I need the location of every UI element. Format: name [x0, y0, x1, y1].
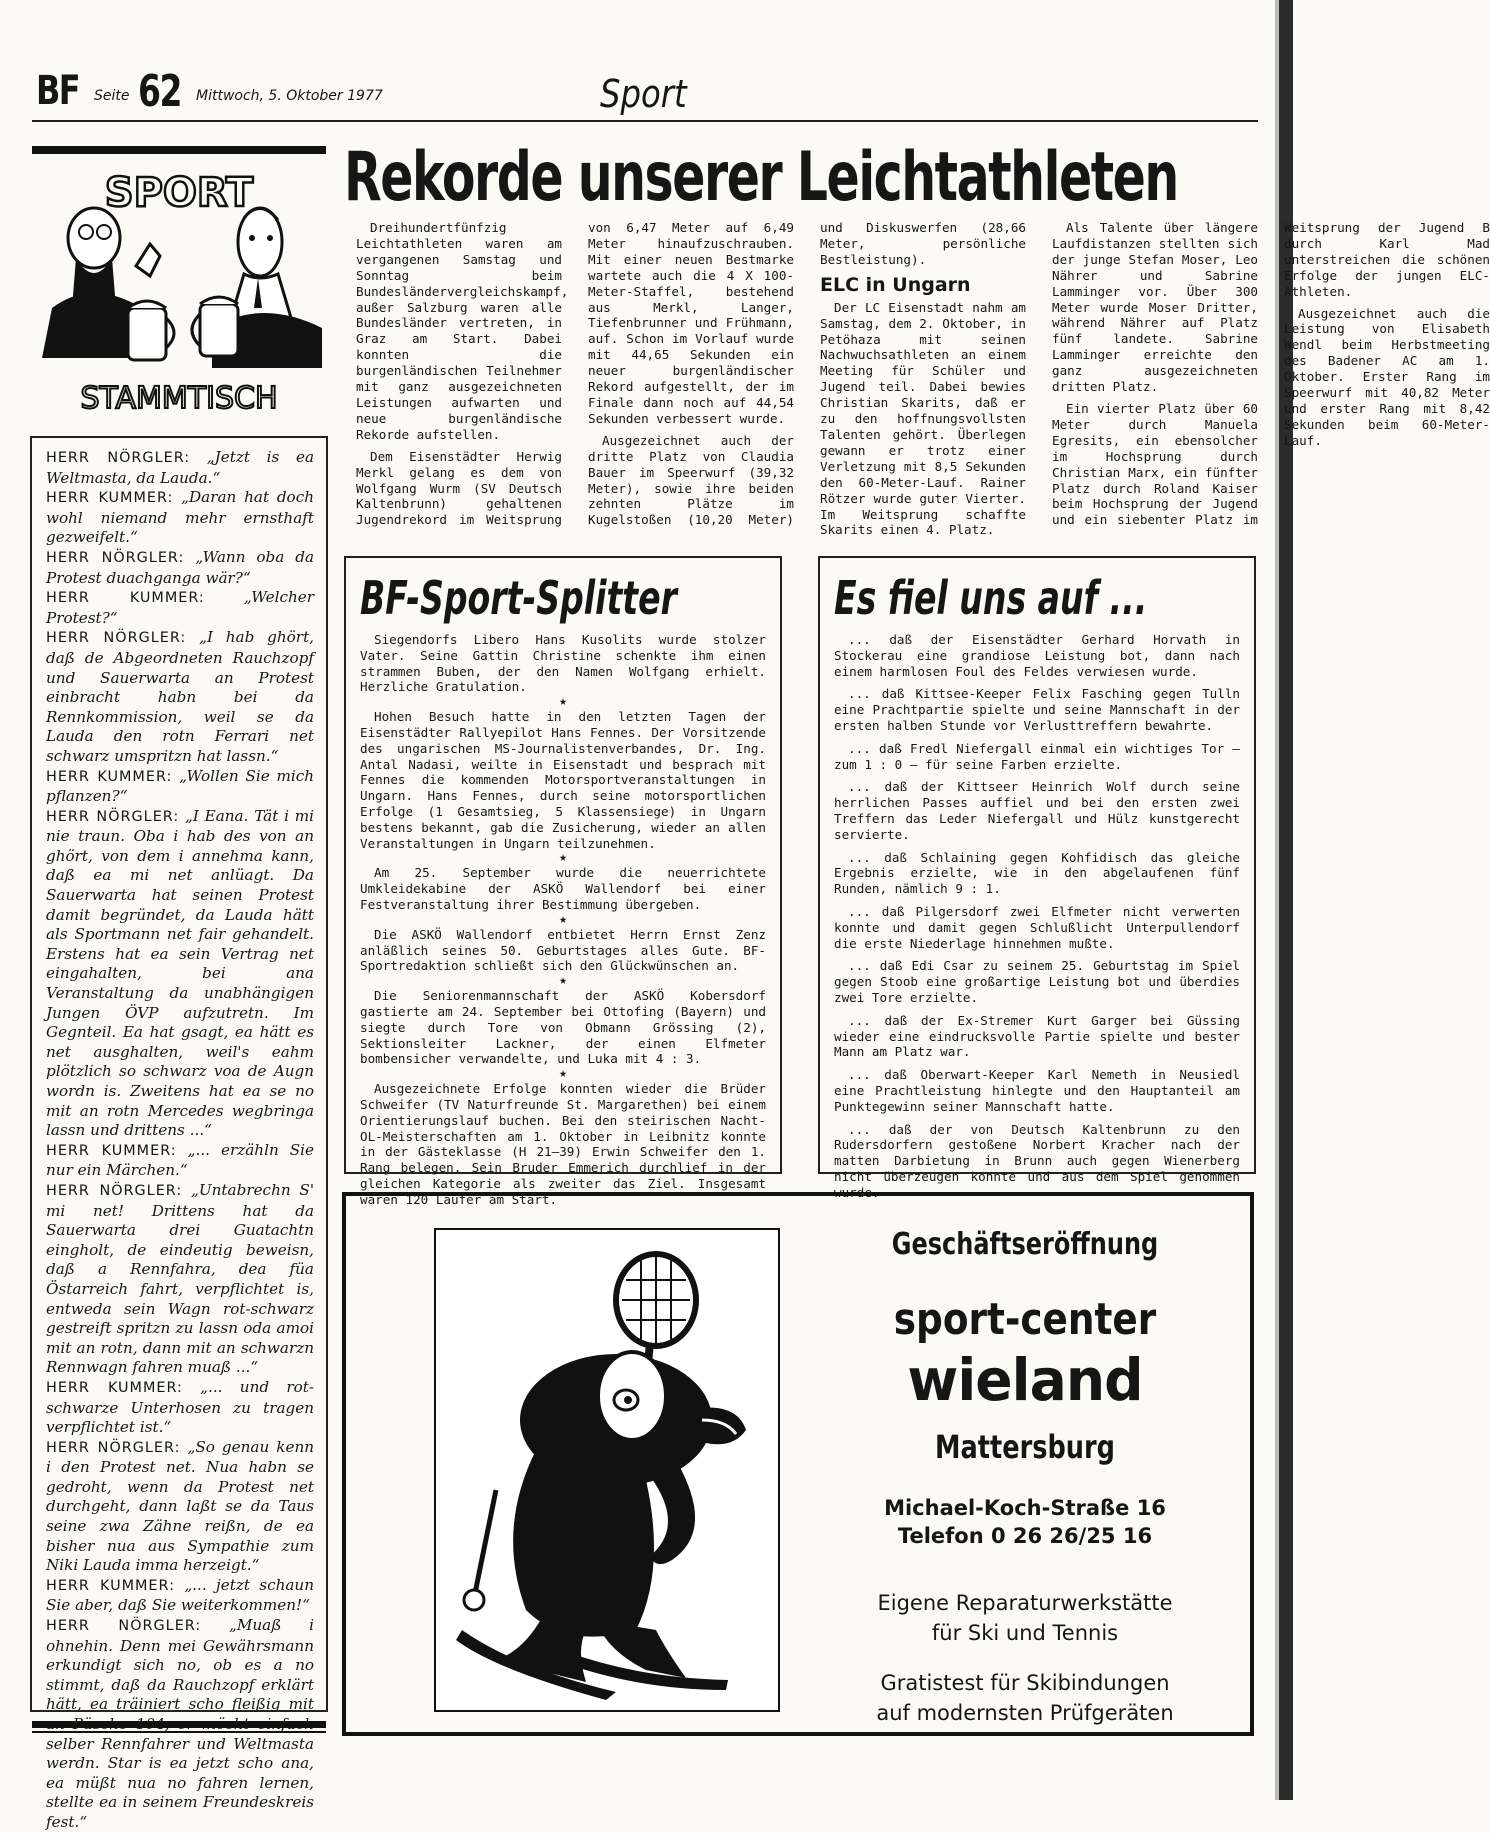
- auf-item: ... daß der Eisenstädter Gerhard Horvath in Stockerau eine grandiose Leistung bot, dann nach einem harmlosen Foul des Feldes verwiesen wurde.: [834, 632, 1240, 679]
- star-separator-icon: ★: [559, 850, 567, 866]
- dialogue-line: [46, 767, 314, 807]
- ad-phone: Telefon 0 26 26/25 16: [897, 1524, 1153, 1548]
- dialogue-text: „Wann oba da Protest duachganga wär?“: [46, 547, 314, 587]
- dialogue-speaker: HERR KUMMER:: [46, 768, 173, 785]
- header-rule: [32, 120, 1258, 122]
- dialogue-text: „... jetzt schaun Sie aber, daß Sie weiterkommen!“: [46, 1575, 314, 1615]
- dialogue-speaker: HERR NÖRGLER:: [46, 549, 185, 566]
- auf-item: ... daß Schlaining gegen Kohfidisch das gleiche Ergebnis erzielte, wie in den abgelaufenen fünf Runden, nämlich 9 : 1.: [834, 849, 1240, 897]
- dialogue-speaker: HERR NÖRGLER:: [46, 1182, 183, 1199]
- dialogue-line: [46, 628, 314, 766]
- dialogue-text: „I hab ghört, daß de Abgeordneten Rauchzopf und Sauerwarta an Protest einbracht habn bei da Rennkommission, weil se da Lauda den rotn Ferrari net schwarz umspritzn hat lassn.“: [46, 628, 314, 765]
- splitter-body: [360, 632, 766, 1208]
- auf-title: Es fiel uns auf ...: [834, 571, 1148, 625]
- stammtisch-cartoon-icon: [32, 158, 326, 426]
- brand-logo: BF: [36, 68, 80, 114]
- page-edge-line: [1275, 0, 1279, 1800]
- dialogue-text: „Welcher Protest?“: [46, 588, 314, 627]
- star-separator-icon: ★: [559, 973, 567, 989]
- ad-offer-line: Gratistest für Skibindungen: [880, 1671, 1170, 1695]
- ad-service-line: Eigene Reparaturwerkstätte: [877, 1591, 1173, 1615]
- dialogue-text: „Muaß i ohnehin. Denn mei Gewährsmann erkundigt sich no, ob es a no stimmt, daß da Rauchzopf erklärt hätt, ea träiniert scho fleißig mit selber Rennfahrer und Weltmasta werdn. Star is ea jetzt scho ana, ea müßt nua no fahren lernen, stellte ea in seinem Freundeskreis fest.“: [46, 1616, 314, 1831]
- skiing-elephant-icon: [436, 1230, 778, 1710]
- auf-item: ... daß der von Deutsch Kaltenbrunn zu den Rudersdorfern gestoßene Norbert Kracher nach der matten Darbietung in Brunn auch gegen Wienerberg nicht überzeugen konnte und aus dem Spiel genommen wurde.: [834, 1121, 1240, 1200]
- article-headline: Rekorde unserer Leichtathleten: [344, 138, 1178, 217]
- article-paragraph: Als Talente über längere Laufdistanzen stellten sich der junge Stefan Moser, Leo Nährer und Sabrine Lamminger vor. Über 300 Meter wurde Moser Dritter, während Nährer auf Platz fünf landete. Sabrine Lamminger erreichte den ganz ausgezeichneten dritten Platz.: [1052, 220, 1258, 395]
- dialogue-line: [46, 488, 314, 548]
- dialogue-text: „Wollen Sie mich pflanzen?“: [46, 766, 314, 806]
- dialogue-text: „So genau kenn i den Protest net. Nua habn se gedroht, wenn da Protest net durchgeht, dann laßt se da Taus seine zwa Zähne reißn, de ea bisher nua aus Sympathie zum Niki Lauda imma herzeigt.“: [46, 1437, 315, 1575]
- dialogue-line: [46, 548, 314, 588]
- dialogue-speaker: HERR NÖRGLER:: [46, 630, 187, 647]
- ad-service-line: für Ski und Tennis: [931, 1621, 1119, 1645]
- article-paragraph: Der LC Eisenstadt nahm am Samstag, dem 2. Oktober, in Petöhaza mit seinen Nachwuchsathleten an einem Meeting für Schüler und Jugend teil. Dabei bewies Christian Skarits, daß er zu den hoffnungsvollsten Talenten gehört. Überlegen gewann er trotz einer Verletzung mit 8,5 Sekunden den 60-Meter-Lauf. Rainer Rötzer wurde guter Vierter. Im Weitsprung schaffte Skarits einen 4. Platz.: [820, 299, 1026, 538]
- splitter-item: Am 25. September wurde die neuerrichtete Umkleidekabine der ASKÖ Wallendorf bei einer Festveranstaltung ihrer Bestimmung übergeben.: [360, 865, 766, 912]
- splitter-title: BF-Sport-Splitter: [360, 571, 677, 625]
- star-separator-icon: ★: [559, 1066, 567, 1082]
- star-separator-icon: ★: [559, 911, 567, 927]
- auf-item: ... daß Kittsee-Keeper Felix Fasching gegen Tulln eine Prachtpartie spielte und seine Mannschaft in der ersten halben Stunde vor Verlusttreffern bewahrte.: [834, 686, 1240, 733]
- splitter-item: Die Seniorenmannschaft der ASKÖ Kobersdorf gastierte am 24. September bei Ottofing (Bayern) und siegte durch Tore von Obmann Grössing (2), Sektionsleiter Lackner, der einen Elfmeter bombensicher verwandelte, und Luka mit 4 : 3.: [360, 988, 766, 1067]
- dialogue-text: „Daran hat doch wohl niemand mehr ernsthaft gezweifelt.“: [46, 488, 314, 547]
- article-paragraph: Dreihundertfünfzig Leichtathleten waren am vergangenen Samstag und Sonntag beim Bundesländervergleichskampf, außer Salzburg waren alle Bundesländer vertreten, in Graz am Start. Dabei konnten die burgenländischen Teilnehmer mit ganz ausgezeichneten Leistungen aufwarten und neue burgenländische Rekorde aufstellen.: [356, 220, 569, 442]
- section-title: Sport: [600, 72, 687, 116]
- stammtisch-logo: [32, 158, 326, 426]
- dialogue-text: „Jetzt is ea Weltmasta, da Lauda.“: [46, 448, 315, 487]
- splitter-item: Hohen Besuch hatte in den letzten Tagen der Eisenstädter Rallyepilot Hans Fennes. Der Vorsitzende des ungarischen MS-Journalistenverbandes, Dr. Ing. Antal Nadasi, weilte in Eisenstadt und besprach mit Fennes die kommenden Motorsportveranstaltungen in Ungarn. Hans Fennes, durch seine motorsportlichen Erfolge (1 Gesamtsieg, 5 Klassensiege) in Ungarn bestens bekannt, gab die Zusicherung, wieder an allen Veranstaltungen in Ungarn teilzunehmen.: [360, 709, 766, 851]
- issue-date: Mittwoch, 5. Oktober 1977: [196, 88, 383, 104]
- stammtisch-top-bar: [32, 146, 326, 154]
- auf-item: ... daß Pilgersdorf zwei Elfmeter nicht verwerten konnte und damit gegen Schlußlicht Unterpullendorf die erste Niederlage hinnehmen mußte.: [834, 903, 1240, 951]
- dialogue-speaker: HERR KUMMER:: [46, 1142, 177, 1159]
- article-subheading: ELC in Ungarn: [820, 273, 971, 296]
- dialogue-text: „... und rot-schwarze Unterhosen zu tragen verpflichtet ist.“: [46, 1377, 315, 1437]
- dialogue-speaker: HERR NÖRGLER:: [46, 1618, 202, 1635]
- splitter-item: Siegendorfs Libero Hans Kusolits wurde stolzer Vater. Seine Gattin Christine schenkte ihm einen strammen Buben, der den Namen Wolfgang erhielt. Herzliche Gratulation.: [360, 632, 766, 695]
- dialogue-line: [46, 1576, 314, 1616]
- dialogue-line: [46, 1378, 314, 1438]
- dialogue-line: [46, 807, 314, 1141]
- ad-offer-line: auf modernsten Prüfgeräten: [876, 1701, 1174, 1725]
- page-number: 62: [138, 66, 181, 117]
- dialogue-speaker: HERR KUMMER:: [46, 590, 205, 607]
- auf-item: ... daß Edi Csar zu seinem 25. Geburtstag im Spiel gegen Stoob eine großartige Leistung bot und überdies zwei Tore erzielte.: [834, 958, 1240, 1005]
- dialogue-text: „I Eana. Tät i mi nie traun. Oba i hab des von an ghört, von dem i annehma kann, daß ea mi net anlüagt. Da Sauerwarta hat seinen Protest damit begründet, da Lauda hätt als Sportmann net fair gehandelt. Erstens hat ea sein Vertrag net eingahalten, bei ana Veranstaltung da unabhängigen Jungen ÖVP aufzutretn. Im Gegnteil. Ea hat gsagt, ea hätt es net ausghalten, weil's eahm plötzlich so schwarz voa de Augn wordn is. Zweitens hat ea se no mit an rotn Mercedes wegbringa lassn und drittens ...“: [46, 806, 314, 1140]
- article-paragraph: Ausgezeichnet auch der dritte Platz von Claudia Bauer im Speerwurf (39,32 Meter), sowie ihre beiden zehnten Plätze im Kugelstoßen (10,20 Meter) und Diskuswerfen (28,66 Meter, persönliche Bestleistung).: [588, 220, 1026, 528]
- ad-address: Michael-Koch-Straße 16: [884, 1496, 1166, 1520]
- page-label: Seite: [94, 88, 130, 104]
- dialogue-speaker: HERR NÖRGLER:: [46, 1439, 181, 1456]
- page-header: [36, 66, 1256, 122]
- dialogue-text: „Untabrechn S' mi net! Drittens hat da Sauerwarta drei Guatachtn eingholt, de eindeutig beweisn, daß a Rennfahra, dea füa Östarreich fahrt, verpflichtet is, entweda sein Wagn rot-schwarz gestreift spritzn zu lassn oda amoi mit an rotn, dann mit an schwarzn Rennwagn fahren muaß ...“: [46, 1180, 314, 1377]
- ad-text-block: [820, 1216, 1230, 1728]
- dialogue-line: [46, 1141, 314, 1181]
- logo-sport-text: SPORT: [104, 170, 254, 216]
- stammtisch-bottom-bar: [32, 1721, 326, 1728]
- auf-body: [834, 632, 1240, 1201]
- ad-opening: Geschäftseröffnung: [891, 1227, 1159, 1262]
- dialogue-speaker: HERR NÖRGLER:: [46, 450, 191, 466]
- ad-illustration: [434, 1228, 780, 1712]
- dialogue-speaker: HERR KUMMER:: [46, 1577, 175, 1594]
- stammtisch-dialogue-box: [30, 436, 328, 1831]
- es-fiel-uns-auf-box: [818, 556, 1256, 1200]
- article-paragraph: Dem Eisenstädter Herwig Merkl gelang es dem von Wolfgang Wurm (SV Deutsch Kaltenbrunn) gehaltenen Jugendrekord im Weitsprung von 6,47 Meter auf 6,49 Meter hinaufzuschrauben. Mit einer neuen Bestmarke wartete auch die 4 X 100-Meter-Staffel, bestehend aus Merkl, Langer, Tiefenbrunner und Frühmann, auf. Schon im Vorlauf wurde mit 44,65 Sekunden ein neuer burgenländischer Rekord aufgestellt, der im Finale dann noch auf 44,54 Sekunden verbessert wurde.: [356, 220, 794, 528]
- dialogue-line: [46, 1181, 314, 1378]
- article-body: [356, 220, 1490, 542]
- dialogue-speaker: HERR KUMMER:: [46, 1379, 183, 1396]
- ad-town: Mattersburg: [935, 1428, 1115, 1466]
- ad-shop-name: sport-center: [893, 1294, 1157, 1345]
- ad-shop-brand: wieland: [907, 1346, 1143, 1414]
- splitter-item: Die ASKÖ Wallendorf entbietet Herrn Ernst Zenz anläßlich seines 50. Geburtstages alles Gute. BF-Sportredaktion schließt sich den Glückwünschen an.: [360, 926, 766, 974]
- auf-item: ... daß der Ex-Stremer Kurt Garger bei Güssing wieder eine eindrucksvolle Partie spielte und bester Mann am Platz war.: [834, 1012, 1240, 1060]
- dialogue-text: „... erzähln Sie nur ein Märchen.“: [46, 1140, 314, 1180]
- dialogue-line: [46, 588, 314, 628]
- dialogue-line: [46, 448, 314, 488]
- dialogue-speaker: HERR NÖRGLER:: [46, 808, 180, 825]
- dialogue-speaker: HERR KUMMER:: [46, 490, 174, 507]
- article-paragraph: Ausgezeichnet auch die Leistung von Elisabeth Wendl beim Herbstmeeting des Badener AC am 1. Oktober. Erster Rang im Speerwurf mit 40,82 Meter und erster Rang mit 8,42 Sekunden beim 60-Meter-Lauf.: [1284, 305, 1490, 448]
- splitter-box: [344, 556, 782, 1207]
- splitter-item: Ausgezeichnete Erfolge konnten wieder die Brüder Schweifer (TV Naturfreunde St. Margarethen) bei einem Orientierungslauf buchen. Bei den steirischen Nacht-OL-Meisterschaften am 1. Oktober in Leibnitz konnte in der Gästeklasse (H 21—39) Erwin Schweifer den 1. Rang belegen. Sein Bruder Emmerich durchlief in der gleichen Kategorie als zweiter das Ziel. Insgesamt waren 120 Läufer am Start.: [360, 1081, 766, 1207]
- auf-item: ... daß Oberwart-Keeper Karl Nemeth in Neusiedl eine Prachtleistung hinlegte und den Hauptanteil am Punktegewinn seiner Mannschaft hatte.: [834, 1067, 1240, 1114]
- article-paragraph: Ein vierter Platz über 60 Meter durch Manuela Egresits, ein ebensolcher im Hochsprung durch Christian Marx, ein fünfter Platz durch Roland Kaiser beim Hochsprung der Jugend und ein siebenter Platz im Weitsprung der Jugend B durch Karl Mad unterstreichen die schönen Erfolge der jungen ELC-Athleten.: [1052, 220, 1490, 528]
- star-separator-icon: ★: [559, 694, 567, 710]
- stammtisch-bottom-rule: [32, 1731, 326, 1733]
- auf-item: ... daß der Kittseer Heinrich Wolf durch seine herrlichen Passes auffiel und bei den ersten zwei Treffern das Leder Niefergall und Hülz kunstgerecht servierte.: [834, 779, 1240, 842]
- logo-stammtisch-text: STAMMTISCH: [80, 381, 278, 416]
- dialogue-line: [46, 1438, 314, 1576]
- sport-center-advertisement: [342, 1192, 1254, 1736]
- auf-item: ... daß Fredl Niefergall einmal ein wichtiges Tor — zum 1 : 0 — für seine Farben erzielte.: [834, 740, 1240, 772]
